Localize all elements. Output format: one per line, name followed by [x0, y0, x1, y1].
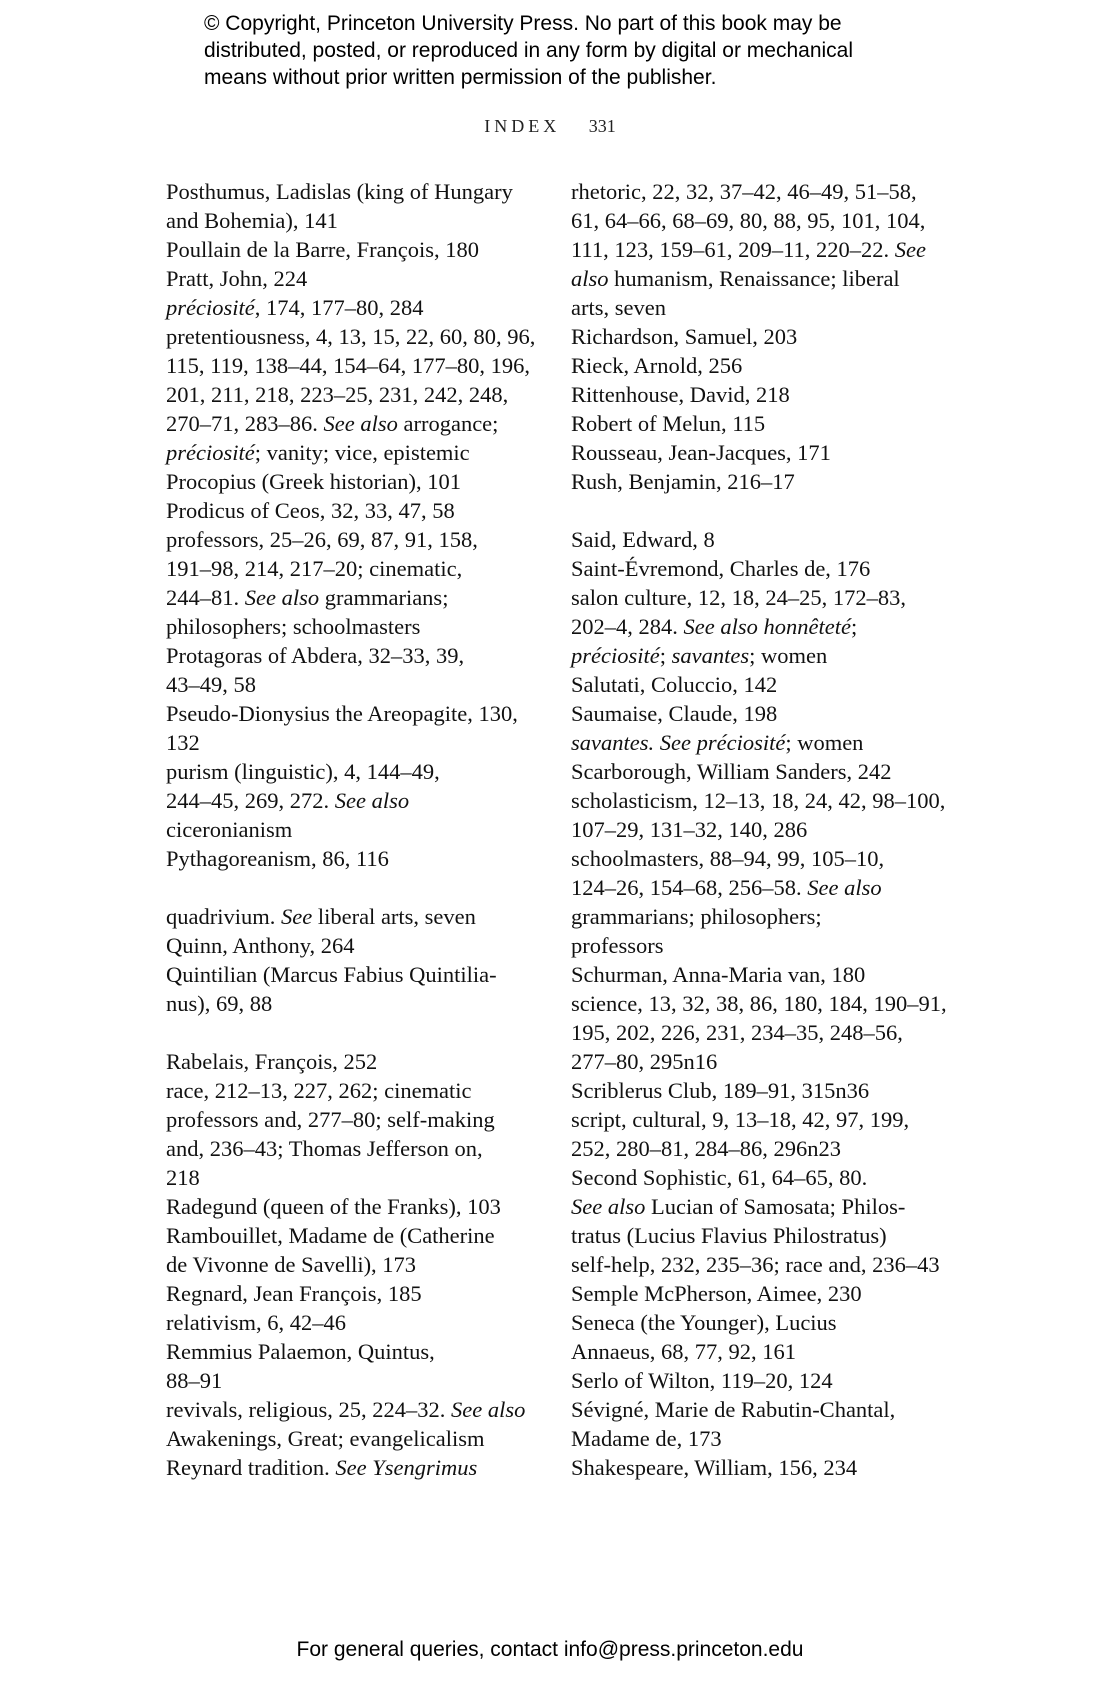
index-entry-line: Rush, Benjamin, 216–17 — [571, 469, 795, 494]
index-entry — [571, 1076, 961, 1105]
index-entry — [571, 1250, 961, 1279]
index-entry — [166, 1192, 546, 1221]
index-entry — [166, 467, 546, 496]
index-entry-line: Rieck, Arnold, 256 — [571, 353, 743, 378]
index-entry-line: science, 13, 32, 38, 86, 180, 184, 190–91, — [571, 991, 947, 1016]
index-entry — [571, 554, 961, 583]
index-entry-line: professors and, 277–80; self-making — [166, 1107, 495, 1132]
index-entry-line: 107–29, 131–32, 140, 286 — [571, 817, 808, 842]
index-entry — [571, 409, 961, 438]
index-entry — [571, 699, 961, 728]
index-entry-line: Remmius Palaemon, Quintus, — [166, 1339, 435, 1364]
index-entry-line: script, cultural, 9, 13–18, 42, 97, 199, — [571, 1107, 910, 1132]
index-entry — [571, 467, 961, 496]
index-entry — [166, 1279, 546, 1308]
index-entry — [571, 1279, 961, 1308]
page-number: 331 — [588, 116, 616, 136]
index-entry-line: scholasticism, 12–13, 18, 24, 42, 98–100, — [571, 788, 946, 813]
index-entry — [166, 264, 546, 293]
index-entry-line: 191–98, 214, 217–20; cinematic, — [166, 556, 463, 581]
index-entry — [571, 844, 961, 960]
index-entry-line: 244–81. See also grammarians; — [166, 585, 449, 610]
index-entry-line: Reynard tradition. See Ysengrimus — [166, 1455, 478, 1480]
index-entry-line: See also Lucian of Samosata; Philos- — [571, 1194, 906, 1219]
index-entry-line: Awakenings, Great; evangelicalism — [166, 1426, 485, 1451]
index-entry-line: Regnard, Jean François, 185 — [166, 1281, 422, 1306]
index-entry — [571, 786, 961, 844]
index-entry — [166, 235, 546, 264]
index-entry — [166, 699, 546, 757]
copyright-line: means without prior written permission of the publisher. — [204, 66, 717, 89]
index-entry-line: Prodicus of Ceos, 32, 33, 47, 58 — [166, 498, 455, 523]
index-entry-line: Scarborough, William Sanders, 242 — [571, 759, 892, 784]
index-entry-line: schoolmasters, 88–94, 99, 105–10, — [571, 846, 885, 871]
index-entry-line: salon culture, 12, 18, 24–25, 172–83, — [571, 585, 906, 610]
index-entry — [166, 1308, 546, 1337]
index-entry-line: professors, 25–26, 69, 87, 91, 158, — [166, 527, 478, 552]
index-entry-line: arts, seven — [571, 295, 666, 320]
index-entry-line: Seneca (the Younger), Lucius — [571, 1310, 837, 1335]
index-entry-line: Quintilian (Marcus Fabius Quintilia- — [166, 962, 497, 987]
index-entry — [166, 1337, 546, 1395]
index-entry-line: 252, 280–81, 284–86, 296n23 — [571, 1136, 841, 1161]
index-entry — [571, 1163, 961, 1250]
index-entry-line: Quinn, Anthony, 264 — [166, 933, 355, 958]
index-entry-line: race, 212–13, 227, 262; cinematic — [166, 1078, 472, 1103]
footer-contact: For general queries, contact info@press.princeton.edu — [296, 1638, 804, 1661]
index-entry — [571, 380, 961, 409]
index-entry — [571, 757, 961, 786]
index-entry-line: 218 — [166, 1165, 200, 1190]
index-entry — [571, 1308, 961, 1366]
index-entry-line: Pythagoreanism, 86, 116 — [166, 846, 389, 871]
index-entry-line: Salutati, Coluccio, 142 — [571, 672, 778, 697]
index-entry-line: 202–4, 284. See also honnêteté; — [571, 614, 858, 639]
index-entry — [166, 902, 546, 931]
index-entry — [571, 1395, 961, 1453]
index-entry-line: Sévigné, Marie de Rabutin-Chantal, — [571, 1397, 896, 1422]
index-entry-line: philosophers; schoolmasters — [166, 614, 421, 639]
index-entry-line: 195, 202, 226, 231, 234–35, 248–56, — [571, 1020, 903, 1045]
index-entry — [571, 1366, 961, 1395]
index-entry-line: Protagoras of Abdera, 32–33, 39, — [166, 643, 465, 668]
index-entry-line: 124–26, 154–68, 256–58. See also — [571, 875, 882, 900]
index-entry — [166, 844, 546, 873]
index-entry — [166, 293, 546, 322]
index-entry — [571, 177, 961, 322]
index-entry-line: purism (linguistic), 4, 144–49, — [166, 759, 440, 784]
index-entry-line: Saumaise, Claude, 198 — [571, 701, 778, 726]
index-entry-line: Rousseau, Jean-Jacques, 171 — [571, 440, 831, 465]
index-entry — [571, 583, 961, 670]
index-entry-line: 88–91 — [166, 1368, 223, 1393]
index-entry-line: revivals, religious, 25, 224–32. See also — [166, 1397, 526, 1422]
index-entry-line: tratus (Lucius Flavius Philostratus) — [571, 1223, 887, 1248]
index-entry-line: 61, 64–66, 68–69, 80, 88, 95, 101, 104, — [571, 208, 926, 233]
index-entry-line: Second Sophistic, 61, 64–65, 80. — [571, 1165, 868, 1190]
index-entry-line: Posthumus, Ladislas (king of Hungary — [166, 179, 513, 204]
index-entry-line: 201, 211, 218, 223–25, 231, 242, 248, — [166, 382, 509, 407]
index-entry-line: Schurman, Anna-Maria van, 180 — [571, 962, 866, 987]
index-entry-line: Said, Edward, 8 — [571, 527, 715, 552]
index-entry — [571, 1453, 961, 1482]
index-entry — [166, 322, 546, 467]
index-entry-line: and Bohemia), 141 — [166, 208, 338, 233]
index-entry-line: 111, 123, 159–61, 209–11, 220–22. See — [571, 237, 926, 262]
index-entry-line: Semple McPherson, Aimee, 230 — [571, 1281, 862, 1306]
index-entry — [166, 1221, 546, 1279]
index-entry-line: Shakespeare, William, 156, 234 — [571, 1455, 858, 1480]
index-entry-line: 43–49, 58 — [166, 672, 256, 697]
index-column-left — [166, 177, 546, 1482]
index-entry-line: quadrivium. See liberal arts, seven — [166, 904, 476, 929]
index-entry-line: Madame de, 173 — [571, 1426, 722, 1451]
index-entry-line: Saint-Évremond, Charles de, 176 — [571, 556, 871, 581]
index-entry-line: de Vivonne de Savelli), 173 — [166, 1252, 417, 1277]
index-entry — [571, 525, 961, 554]
index-entry-line: Serlo of Wilton, 119–20, 124 — [571, 1368, 833, 1393]
index-entry-line: préciosité; savantes; women — [571, 643, 828, 668]
index-entry — [571, 438, 961, 467]
index-entry-line: préciosité, 174, 177–80, 284 — [166, 295, 424, 320]
index-entry — [166, 496, 546, 525]
index-entry-line: Richardson, Samuel, 203 — [571, 324, 798, 349]
index-entry-line: Poullain de la Barre, François, 180 — [166, 237, 480, 262]
index-entry-line: nus), 69, 88 — [166, 991, 273, 1016]
index-entry — [166, 757, 546, 844]
index-entry-line: Rittenhouse, David, 218 — [571, 382, 790, 407]
letter-group-gap — [166, 873, 546, 902]
index-entry-line: Pseudo-Dionysius the Areopagite, 130, — [166, 701, 518, 726]
index-entry — [571, 989, 961, 1076]
index-entry-line: Radegund (queen of the Franks), 103 — [166, 1194, 501, 1219]
index-entry-line: 277–80, 295n16 — [571, 1049, 718, 1074]
index-entry — [166, 177, 546, 235]
index-entry-line: and, 236–43; Thomas Jefferson on, — [166, 1136, 483, 1161]
index-entry-line: Annaeus, 68, 77, 92, 161 — [571, 1339, 796, 1364]
index-entry-line: relativism, 6, 42–46 — [166, 1310, 346, 1335]
index-entry — [166, 1076, 546, 1192]
index-entry-line: grammarians; philosophers; — [571, 904, 822, 929]
copyright-line: distributed, posted, or reproduced in any form by digital or mechanical — [204, 39, 854, 62]
letter-group-gap — [571, 496, 961, 525]
index-entry-line: 244–45, 269, 272. See also — [166, 788, 410, 813]
index-entry — [166, 1453, 546, 1482]
index-entry-line: Rabelais, François, 252 — [166, 1049, 378, 1074]
running-head-label: INDEX — [484, 116, 561, 136]
index-entry — [166, 1395, 546, 1453]
index-entry-line: pretentiousness, 4, 13, 15, 22, 60, 80, 96, — [166, 324, 536, 349]
index-entry-line: 132 — [166, 730, 200, 755]
index-entry-line: Rambouillet, Madame de (Catherine — [166, 1223, 495, 1248]
index-entry — [166, 960, 546, 1018]
copyright-notice — [204, 10, 924, 91]
index-entry — [571, 351, 961, 380]
index-entry — [571, 1105, 961, 1163]
letter-group-gap — [166, 1018, 546, 1047]
index-entry — [571, 960, 961, 989]
index-entry — [166, 931, 546, 960]
copyright-line: © Copyright, Princeton University Press. No part of this book may be — [204, 12, 842, 35]
index-entry-line: préciosité; vanity; vice, epistemic — [166, 440, 470, 465]
index-entry — [166, 641, 546, 699]
index-entry-line: savantes. See préciosité; women — [571, 730, 864, 755]
index-entry-line: 270–71, 283–86. See also arrogance; — [166, 411, 499, 436]
index-entry-line: ciceronianism — [166, 817, 293, 842]
index-entry — [571, 670, 961, 699]
index-entry-line: self-help, 232, 235–36; race and, 236–43 — [571, 1252, 940, 1277]
running-head — [0, 116, 1100, 137]
index-entry-line: also humanism, Renaissance; liberal — [571, 266, 900, 291]
index-entry-line: Pratt, John, 224 — [166, 266, 308, 291]
index-entry-line: 115, 119, 138–44, 154–64, 177–80, 196, — [166, 353, 530, 378]
index-entry — [166, 1047, 546, 1076]
index-column-right — [571, 177, 961, 1482]
index-entry-line: rhetoric, 22, 32, 37–42, 46–49, 51–58, — [571, 179, 917, 204]
index-entry — [571, 728, 961, 757]
index-entry-line: professors — [571, 933, 664, 958]
index-entry — [571, 322, 961, 351]
index-entry-line: Procopius (Greek historian), 101 — [166, 469, 461, 494]
index-entry-line: Scriblerus Club, 189–91, 315n36 — [571, 1078, 870, 1103]
index-entry-line: Robert of Melun, 115 — [571, 411, 766, 436]
index-entry — [166, 525, 546, 641]
